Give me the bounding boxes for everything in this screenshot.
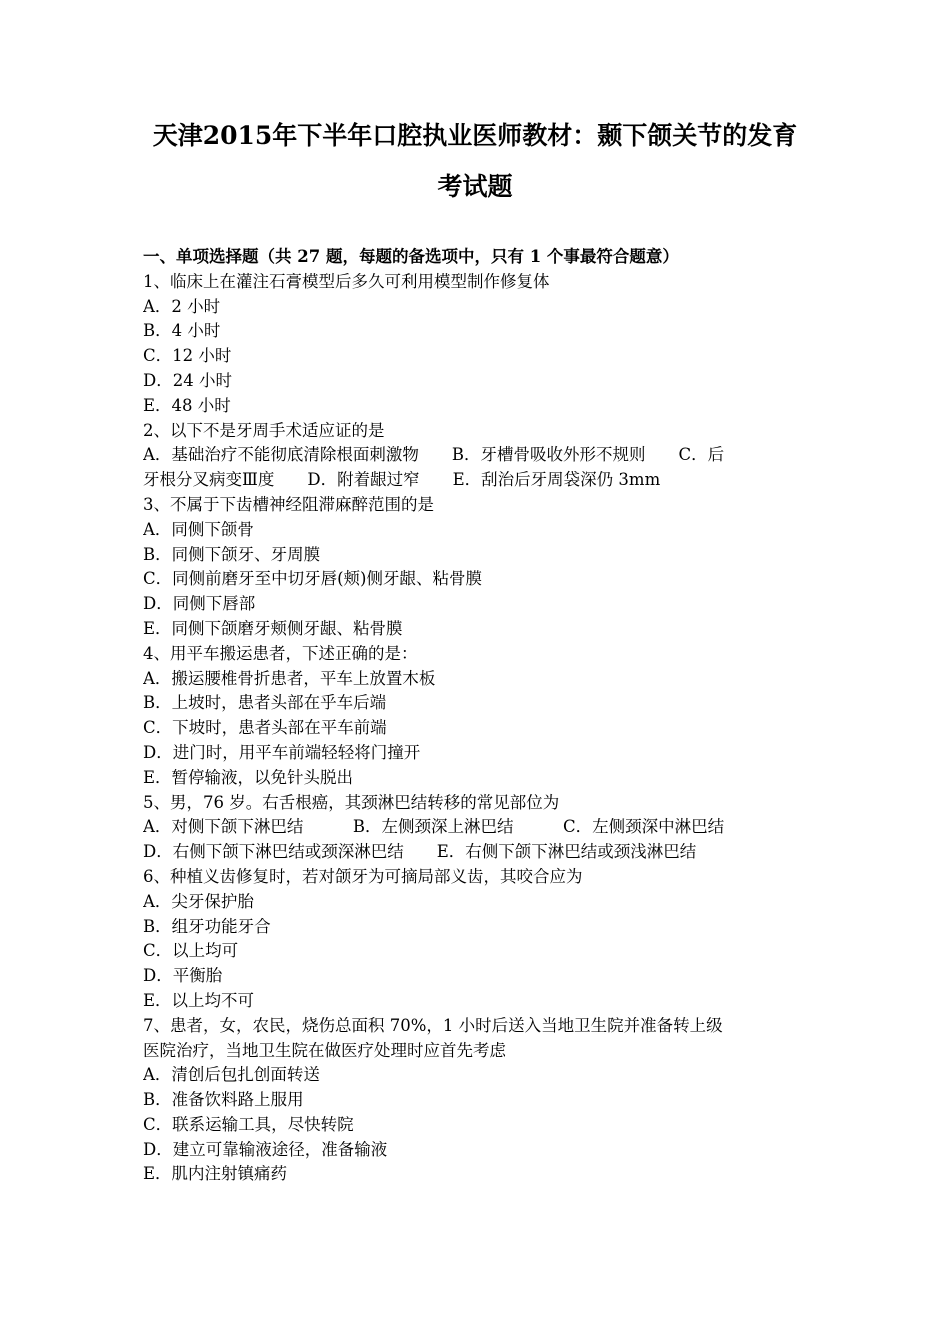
question-stem: 4、用平车搬运患者，下述正确的是：: [143, 643, 418, 663]
text-line: E．同侧下颌磨牙颊侧牙龈、粘骨膜: [143, 618, 403, 638]
question-stem: 7、患者，女，农民，烧伤总面积 70%，1 小时后送入当地卫生院并准备转上级: [143, 1015, 723, 1035]
document-title-line-2: 考试题: [437, 172, 513, 201]
document-body: [143, 245, 811, 1187]
text-line: D．进门时，用平车前端轻轻将门撞开: [143, 742, 421, 762]
question-list: [143, 270, 811, 1187]
text-line: B．组牙功能牙合: [143, 916, 271, 936]
document-title-line-1: 天津2015年下半年口腔执业医师教材：颞下颌关节的发育: [152, 121, 798, 150]
text-line: C．同侧前磨牙至中切牙唇(颊)侧牙龈、粘骨膜: [143, 569, 482, 589]
text-line: E．48 小时: [143, 395, 231, 415]
text-line: C．联系运输工具，尽快转院: [143, 1114, 354, 1134]
text-line: D．同侧下唇部: [143, 594, 256, 614]
text-line: A．尖牙保护胎: [143, 891, 254, 911]
text-line: B．准备饮料路上服用: [143, 1090, 304, 1110]
text-line: D．平衡胎: [143, 966, 223, 986]
text-line: D．建立可靠输液途径，准备输液: [143, 1139, 388, 1159]
question-stem: 1、临床上在灌注石膏模型后多久可利用模型制作修复体: [143, 271, 550, 291]
text-line: E．以上均不可: [143, 990, 255, 1010]
question-stem: 5、男，76 岁。右舌根癌，其颈淋巴结转移的常见部位为: [143, 792, 560, 812]
text-line: D．右侧下颌下淋巴结或颈深淋巴结 E．右侧下颌下淋巴结或颈浅淋巴结: [143, 842, 697, 862]
text-line: A．搬运腰椎骨折患者，平车上放置木板: [143, 668, 436, 688]
question-stem: 3、不属于下齿槽神经阻滞麻醉范围的是: [143, 494, 434, 514]
text-line: D．24 小时: [143, 370, 232, 390]
text-line: C．下坡时，患者头部在平车前端: [143, 718, 387, 738]
text-line: B．同侧下颌牙、牙周膜: [143, 544, 321, 564]
text-line: A．同侧下颌骨: [143, 519, 254, 539]
text-line: 牙根分叉病变Ⅲ度 D．附着龈过窄 E．刮治后牙周袋深仍 3mm: [143, 470, 661, 490]
text-line: B．上坡时，患者头部在乎车后端: [143, 693, 387, 713]
text-line: A．清创后包扎创面转送: [143, 1065, 320, 1085]
text-line: C．12 小时: [143, 346, 232, 366]
question-stem: 2、以下不是牙周手术适应证的是: [143, 420, 385, 440]
text-line: E．肌内注射镇痛药: [143, 1164, 288, 1184]
text-line: E．暂停输液，以免针头脱出: [143, 767, 354, 787]
text-line: A．对侧下颌下淋巴结 B．左侧颈深上淋巴结 C．左侧颈深中淋巴结: [143, 817, 725, 837]
text-line: B．4 小时: [143, 321, 221, 341]
text-line: C．以上均可: [143, 941, 239, 961]
text-line: A．2 小时: [143, 296, 221, 316]
text-line: A．基础治疗不能彻底清除根面刺激物 B．牙槽骨吸收外形不规则 C．后: [143, 445, 725, 465]
question-stem: 6、种植义齿修复时，若对颌牙为可摘局部义齿，其咬合应为: [143, 866, 583, 886]
section-heading: 一、单项选择题（共 27 题，每题的备选项中，只有 1 个事最符合题意）: [143, 247, 679, 266]
text-line: 医院治疗，当地卫生院在做医疗处理时应首先考虑: [143, 1040, 506, 1060]
